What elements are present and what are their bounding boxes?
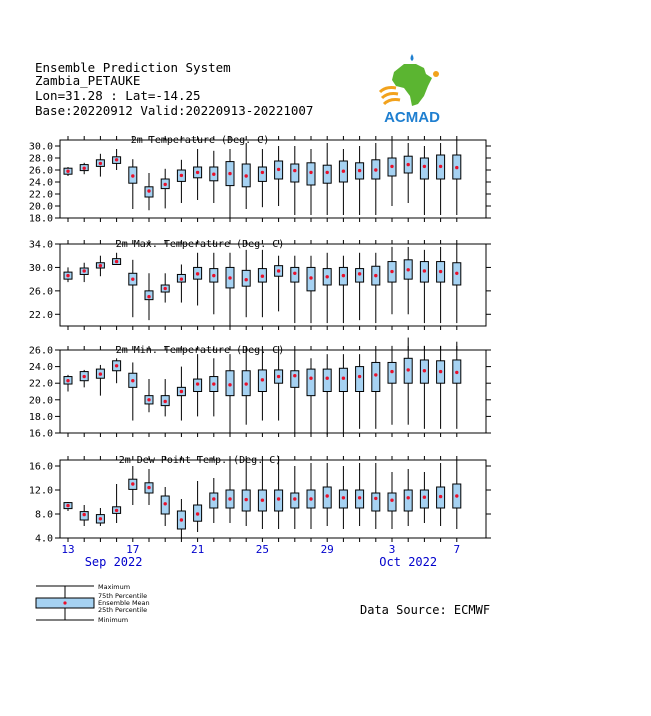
y-tick-label: 22.0 [28, 378, 53, 390]
mean-point [309, 497, 312, 500]
mean-point [83, 167, 86, 170]
mean-point [261, 275, 264, 278]
y-tick-label: 26.0 [28, 165, 53, 177]
mean-point [455, 371, 458, 374]
y-tick-label: 22.0 [28, 189, 53, 201]
mean-point [196, 382, 199, 385]
y-tick-label: 4.0 [34, 533, 53, 545]
x-tick-label: 7 [453, 543, 461, 556]
mean-point [196, 512, 199, 515]
x-tick-label: 25 [255, 543, 270, 556]
mean-point [407, 368, 410, 371]
mean-point [293, 374, 296, 377]
mean-point [180, 518, 183, 521]
mean-point [309, 276, 312, 279]
logo-text: ACMAD [384, 109, 440, 124]
iqr-box [388, 493, 396, 511]
mean-point [293, 497, 296, 500]
y-tick-label: 18.0 [28, 213, 53, 225]
y-tick-label: 18.0 [28, 411, 53, 423]
iqr-box [291, 164, 299, 182]
mean-point [407, 268, 410, 271]
mean-point [147, 486, 150, 489]
mean-point [342, 274, 345, 277]
mean-point [277, 168, 280, 171]
mean-point [99, 162, 102, 165]
y-tick-label: 24.0 [28, 362, 53, 374]
mean-point [228, 497, 231, 500]
mean-point [423, 165, 426, 168]
iqr-box [291, 371, 299, 388]
mean-point [212, 497, 215, 500]
header-line-1: Ensemble Prediction System [35, 60, 231, 75]
x-month-label: Sep 2022 [84, 555, 143, 569]
mean-point [196, 171, 199, 174]
mean-point [147, 398, 150, 401]
panel-title: 2m Max. Temperature (Deg. C) [115, 239, 285, 250]
mean-point [147, 295, 150, 298]
data-source: Data Source: ECMWF [360, 603, 491, 617]
y-tick-label: 22.0 [28, 309, 53, 321]
mean-point [212, 274, 215, 277]
mean-point [164, 502, 167, 505]
mean-point [326, 494, 329, 497]
mean-point [164, 400, 167, 403]
mean-point [164, 287, 167, 290]
mean-point [309, 171, 312, 174]
header-line-2: Zambia_PETAUKE [35, 73, 141, 88]
mean-point [374, 168, 377, 171]
y-tick-label: 28.0 [28, 153, 53, 165]
legend-minimum: Minimum [98, 616, 129, 624]
mean-point [115, 260, 118, 263]
y-tick-label: 16.0 [28, 461, 53, 473]
mean-point [423, 369, 426, 372]
y-tick-label: 16.0 [28, 428, 53, 440]
mean-point [326, 275, 329, 278]
mean-point [423, 496, 426, 499]
mean-point [423, 269, 426, 272]
mean-point [212, 173, 215, 176]
mean-point [390, 370, 393, 373]
mean-point [390, 165, 393, 168]
mean-point [439, 370, 442, 373]
y-tick-label: 24.0 [28, 177, 53, 189]
mean-point [390, 499, 393, 502]
iqr-box [372, 362, 380, 391]
iqr-box [420, 490, 428, 508]
mean-point [228, 383, 231, 386]
iqr-box [323, 165, 331, 183]
legend-mean: Ensemble Mean [98, 599, 150, 607]
mean-point [99, 372, 102, 375]
mean-point [180, 277, 183, 280]
mean-point [439, 165, 442, 168]
mean-point [358, 169, 361, 172]
mean-point [439, 270, 442, 273]
mean-point [180, 174, 183, 177]
legend-maximum: Maximum [98, 583, 131, 591]
mean-point [374, 373, 377, 376]
mean-point [196, 272, 199, 275]
x-tick-label: 17 [126, 543, 140, 556]
mean-point [277, 269, 280, 272]
mean-point [66, 379, 69, 382]
mean-point [228, 172, 231, 175]
mean-point [131, 277, 134, 280]
mean-point [277, 375, 280, 378]
y-tick-label: 26.0 [28, 345, 53, 357]
iqr-box [356, 367, 364, 392]
iqr-box [420, 158, 428, 179]
mean-point [358, 272, 361, 275]
mean-point [245, 278, 248, 281]
legend-p25: 25th Percentile [98, 606, 148, 614]
mean-point [358, 375, 361, 378]
legend [34, 584, 194, 626]
mean-point [66, 170, 69, 173]
y-tick-label: 20.0 [28, 395, 53, 407]
y-tick-label: 26.0 [28, 286, 53, 298]
x-tick-label: 29 [320, 543, 334, 556]
mean-point [245, 174, 248, 177]
mean-point [293, 272, 296, 275]
mean-point [131, 482, 134, 485]
x-tick-label: 13 [61, 543, 75, 556]
mean-point [83, 513, 86, 516]
mean-point [326, 171, 329, 174]
mean-point [455, 272, 458, 275]
mean-point [99, 264, 102, 267]
mean-point [277, 497, 280, 500]
mean-point [455, 166, 458, 169]
mean-point [342, 170, 345, 173]
mean-point [374, 497, 377, 500]
x-month-label: Oct 2022 [379, 555, 438, 569]
mean-point [374, 274, 377, 277]
iqr-box [258, 167, 266, 181]
mean-point [83, 375, 86, 378]
mean-point [83, 269, 86, 272]
panel-title: 2m Dew Point Temp. (Deg. C) [118, 455, 282, 466]
y-tick-label: 12.0 [28, 485, 53, 497]
mean-point [407, 163, 410, 166]
mean-point [326, 377, 329, 380]
mean-point [358, 496, 361, 499]
y-tick-label: 30.0 [28, 141, 53, 153]
x-tick-label: 21 [190, 543, 205, 556]
mean-point [115, 509, 118, 512]
x-tick-label: 3 [388, 543, 396, 556]
mean-point [131, 174, 134, 177]
mean-point [455, 494, 458, 497]
mean-point [212, 382, 215, 385]
mean-point [439, 495, 442, 498]
header-line-3: Lon=31.28 : Lat=-14.25 [35, 88, 201, 103]
mean-point [228, 276, 231, 279]
mean-point [131, 379, 134, 382]
panel-title: 2m Min. Temperature (Deg. C) [115, 345, 285, 356]
mean-point [147, 189, 150, 192]
mean-point [245, 498, 248, 501]
y-tick-label: 8.0 [34, 509, 53, 521]
header-line-4: Base:20220912 Valid:20220913-20221007 [35, 103, 314, 118]
mean-point [99, 517, 102, 520]
panel-title: 2m Temperature (Deg. C) [130, 135, 270, 146]
mean-point [180, 390, 183, 393]
y-tick-label: 30.0 [28, 262, 53, 274]
panel-frame [60, 244, 486, 326]
mean-point [309, 377, 312, 380]
mean-point [293, 169, 296, 172]
mean-point [115, 364, 118, 367]
y-tick-label: 34.0 [28, 239, 53, 251]
mean-point [261, 499, 264, 502]
iqr-box [372, 493, 380, 511]
mean-point [245, 382, 248, 385]
iqr-box [404, 490, 412, 511]
mean-point [261, 171, 264, 174]
y-tick-label: 20.0 [28, 201, 53, 213]
mean-point [407, 496, 410, 499]
mean-point [66, 504, 69, 507]
mean-point [390, 270, 393, 273]
mean-point [342, 377, 345, 380]
mean-point [342, 496, 345, 499]
iqr-box [323, 369, 331, 391]
mean-point [164, 183, 167, 186]
mean-point [115, 158, 118, 161]
mean-point [261, 378, 264, 381]
legend-p75: 75th Percentile [98, 592, 148, 600]
iqr-box [307, 369, 315, 396]
mean-point [66, 274, 69, 277]
